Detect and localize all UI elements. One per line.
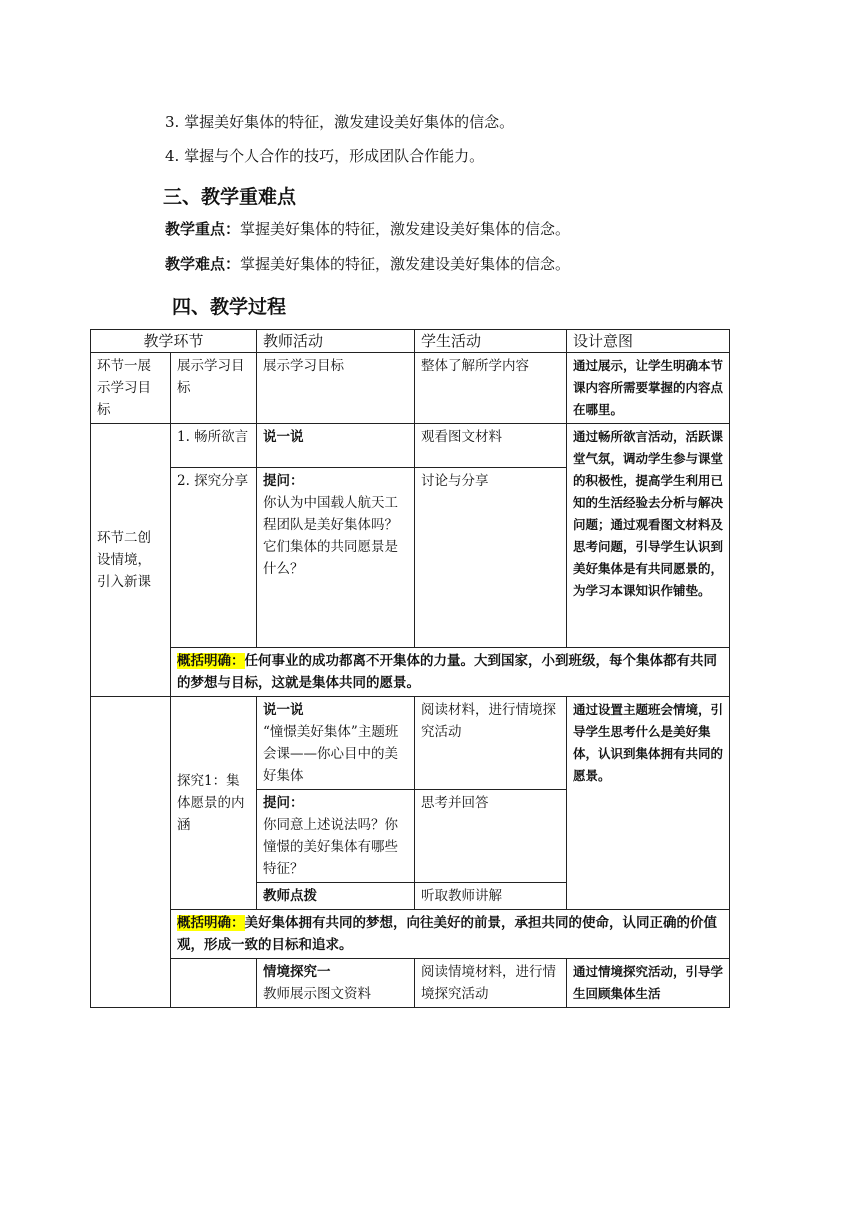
- student-cell: 整体了解所学内容: [415, 353, 567, 424]
- summary-row: [91, 910, 730, 959]
- stage-cell: 环节二创设情境，引入新课: [91, 424, 171, 697]
- objective-4: 4. 掌握与个人合作的技巧，形成团队合作能力。: [165, 147, 485, 165]
- summary-row: [91, 648, 730, 697]
- intent-cell: 通过展示，让学生明确本节课内容所需要掌握的内容点在哪里。: [567, 353, 730, 424]
- difficulty-label: 教学难点：: [165, 255, 241, 273]
- table-row: [91, 697, 730, 790]
- stage-cell: [91, 697, 171, 1008]
- student-cell: 思考并回答: [415, 790, 567, 883]
- student-cell: 听取教师讲解: [415, 883, 567, 910]
- summary-text: 任何事业的成功都离不开集体的力量。大到国家，小到班级，每个集体都有共同的梦想与目标，这就是集体共同的愿景。: [177, 653, 717, 691]
- step-cell: 展示学习目标: [171, 353, 257, 424]
- header-stage: 教学环节: [91, 330, 257, 353]
- section-4-title: 四、教学过程: [172, 296, 287, 318]
- difficulty-text: 掌握美好集体的特征，激发建设美好集体的信念。: [240, 255, 571, 273]
- summary-label: 概括明确：: [177, 915, 245, 931]
- teacher-label: 提问：: [263, 795, 304, 811]
- teacher-text: 你认为中国载人航天工程团队是美好集体吗？它们集体的共同愿景是什么？: [263, 495, 399, 577]
- intent-cell: 通过情境探究活动，引导学生回顾集体生活: [567, 959, 730, 1008]
- table-header-row: [91, 330, 730, 353]
- table-row: [91, 959, 730, 1008]
- intent-cell: 通过设置主题班会情境，引导学生思考什么是美好集体，认识到集体拥有共同的愿景。: [567, 697, 730, 910]
- header-intent: 设计意图: [567, 330, 730, 353]
- teacher-cell: [257, 697, 415, 790]
- teacher-cell: 教师点拨: [257, 883, 415, 910]
- teaching-process-table: [90, 329, 730, 1008]
- teacher-cell: [257, 959, 415, 1008]
- student-cell: 阅读情境材料，进行情境探究活动: [415, 959, 567, 1008]
- key-point: [165, 218, 570, 239]
- student-cell: 阅读材料，进行情境探究活动: [415, 697, 567, 790]
- teacher-label: 提问：: [263, 473, 304, 489]
- section-3-title: 三、教学重难点: [163, 186, 297, 208]
- summary-cell: [171, 910, 730, 959]
- objective-3: 3. 掌握美好集体的特征，激发建设美好集体的信念。: [165, 113, 515, 131]
- table-row: [91, 424, 730, 468]
- summary-text: 美好集体拥有共同的梦想，向往美好的前景，承担共同的使命，认同正确的价值观，形成一致的目标和追求。: [177, 915, 717, 953]
- teacher-label: 说一说: [263, 702, 304, 718]
- teacher-cell: 说一说: [257, 424, 415, 468]
- student-cell: 讨论与分享: [415, 468, 567, 648]
- stage-cell: 环节一展示学习目标: [91, 353, 171, 424]
- header-student: 学生活动: [415, 330, 567, 353]
- teacher-text: 教师展示图文资料: [263, 986, 372, 1002]
- teacher-text: “憧憬美好集体”主题班会课——你心目中的美好集体: [263, 724, 399, 784]
- step-cell: 2. 探究分享: [171, 468, 257, 648]
- step-cell: 探究1：集体愿景的内涵: [171, 697, 257, 910]
- teacher-cell: [257, 468, 415, 648]
- student-cell: 观看图文材料: [415, 424, 567, 468]
- teacher-label: 情境探究一: [263, 964, 331, 980]
- step-cell: 1. 畅所欲言: [171, 424, 257, 468]
- teacher-cell: 展示学习目标: [257, 353, 415, 424]
- intent-cell: 通过畅所欲言活动，活跃课堂气氛，调动学生参与课堂的积极性，提高学生利用已知的生活经验去分析与解决问题；通过观看图文材料及思考问题，引导学生认识到美好集体是有共同愿景的，为学习本课知识作铺垫。: [567, 424, 730, 648]
- summary-label: 概括明确：: [177, 653, 245, 669]
- teacher-cell: [257, 790, 415, 883]
- table-row: [91, 353, 730, 424]
- teacher-text: 你同意上述说法吗？你憧憬的美好集体有哪些特征？: [263, 817, 399, 877]
- step-cell: [171, 959, 257, 1008]
- header-teacher: 教师活动: [257, 330, 415, 353]
- key-point-text: 掌握美好集体的特征，激发建设美好集体的信念。: [240, 220, 571, 238]
- difficulty-point: [165, 253, 570, 274]
- summary-cell: [171, 648, 730, 697]
- key-point-label: 教学重点：: [165, 220, 241, 238]
